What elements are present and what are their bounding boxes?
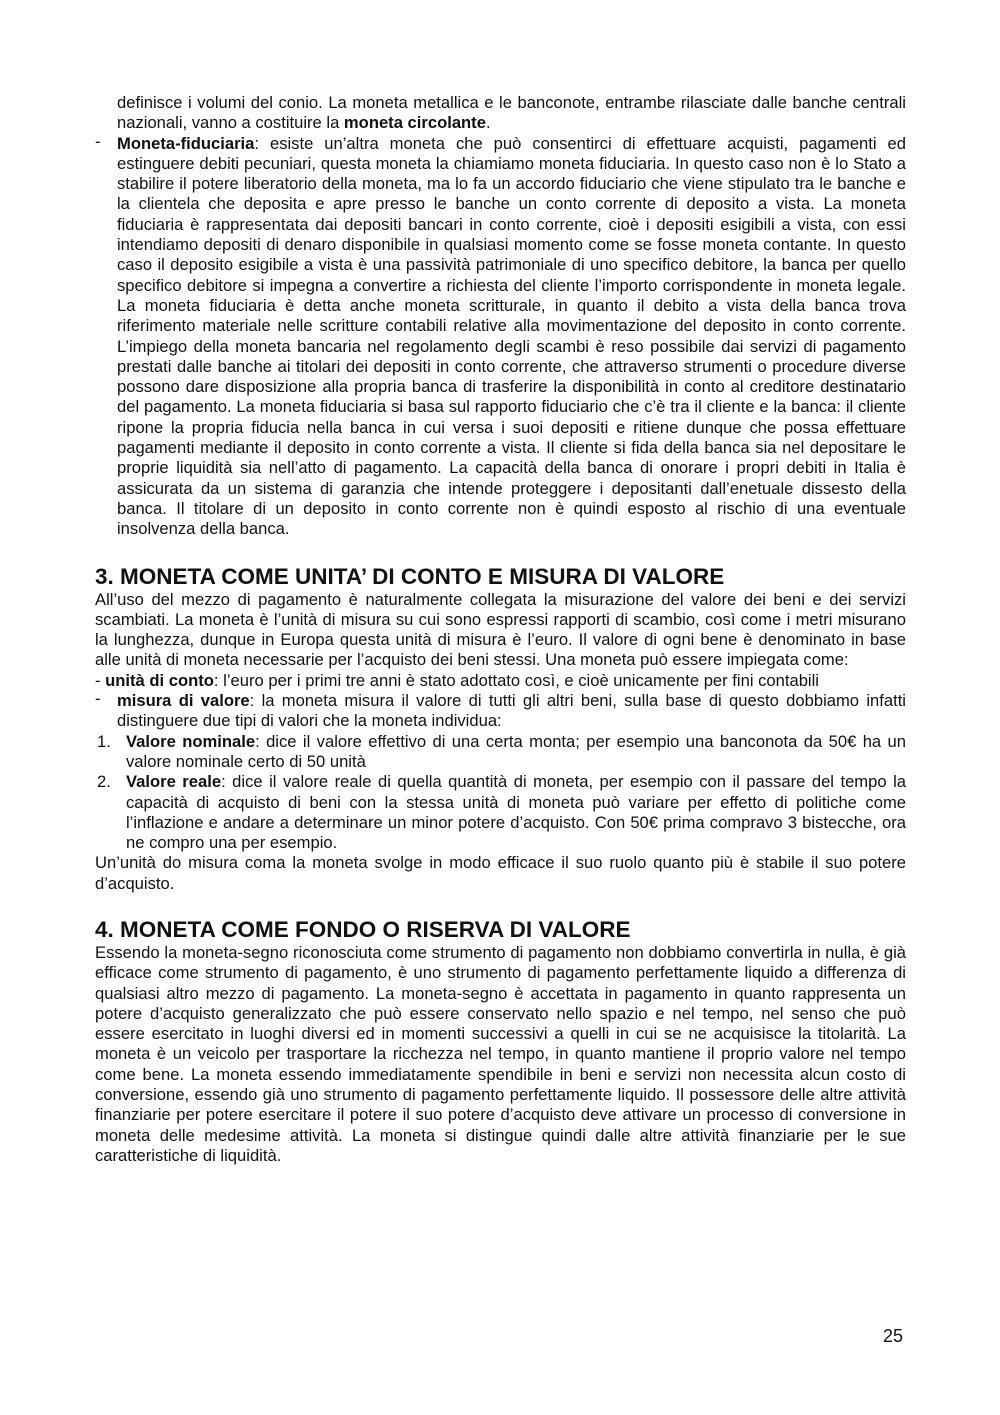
continuation-paragraph [117, 93, 906, 134]
unita-di-conto-text: : l’euro per i primi tre anni è stato adottato così, e cioè unicamente per fini contabili [213, 670, 819, 690]
dash-bullet: - [95, 131, 101, 151]
numbered-item-valore-reale [95, 772, 906, 853]
list-item-moneta-fiduciaria [95, 131, 906, 540]
section-3-closing: Un’unità do misura coma la moneta svolge in modo efficace il suo ruolo quanto più è stabile il suo potere d’acquisto. [95, 853, 906, 893]
page-content [95, 93, 906, 1166]
valore-nominale-term: Valore nominale [126, 731, 256, 751]
misura-di-valore-text: : la moneta misura il valore di tutti gli altri beni, sulla base di questo dobbiamo infatti distinguere due tipi di valori che la moneta individua: [117, 691, 906, 731]
section-3-heading: 3. MONETA COME UNITA’ DI CONTO E MISURA DI VALORE [95, 563, 725, 589]
page-number: 25 [883, 1326, 904, 1346]
moneta-circolante-term: moneta circolante [343, 113, 486, 133]
valore-reale-term: Valore reale [126, 772, 222, 792]
list-item-misura-di-valore [95, 691, 906, 732]
valore-nominale-text: : dice il valore effettivo di una certa monta; per esempio una banconota da 50€ ha un valore nominale certo di 50 unità [126, 731, 907, 771]
numbered-item-valore-nominale [95, 732, 906, 773]
continuation-end: . [485, 113, 491, 133]
list-item-unita-di-conto [95, 671, 906, 691]
dash-bullet: - [95, 670, 106, 690]
dash-bullet: - [95, 689, 101, 709]
unita-di-conto-term: unità di conto [105, 670, 214, 690]
section-4-heading: 4. MONETA COME FONDO O RISERVA DI VALORE [95, 916, 631, 942]
misura-di-valore-term: misura di valore [117, 691, 250, 711]
moneta-fiduciaria-term: Moneta-fiduciaria [117, 133, 255, 153]
continuation-text: definisce i volumi del conio. La moneta metallica e le banconote, entrambe rilasciate dalle banche centrali nazionali, vanno a costituire la [117, 93, 906, 133]
list-number: 2. [97, 772, 111, 792]
valore-reale-text: : dice il valore reale di quella quantità di moneta, per esempio con il passare del tempo la capacità di acquisto di beni con la stessa unità di moneta può variare per effetto di politiche come l’inflazione e andare a determinare un minor potere d’acquisto. Con 50€ prima compravo 3 bistecche, ora ne compro una per esempio. [126, 772, 906, 853]
section-4-paragraph: Essendo la moneta-segno riconosciuta come strumento di pagamento non dobbiamo convertirla in nulla, è già efficace come strumento di pagamento, è uno strumento di pagamento perfettamente liquido a differenza di qualsiasi altro mezzo di pagamento. La moneta-segno è accettata in pagamento in quanto rappresenta un potere d’acquisto generalizzato che può essere conservato nello spazio e nel tempo, nel senso che può essere esercitato in luoghi diversi ed in momenti successivi a quelli in cui se ne acquisisce la titolarità. La moneta è un veicolo per trasportare la ricchezza nel tempo, in quanto mantiene il proprio valore nel tempo come bene. La moneta essendo immediatamente spendibile in beni e servizi non necessita alcun costo di conversione, essendo già uno strumento di pagamento perfettamente liquido. Il possessore delle altre attività finanziarie per potere esercitare il potere il suo potere d’acquisto deve attivare un processo di conversione in moneta delle medesime attività. La moneta si distingue quindi dalle altre attività finanziarie per le sue caratteristiche di liquidità. [95, 942, 906, 1165]
moneta-fiduciaria-text: : esiste un’altra moneta che può consentirci di effettuare acquisti, pagamenti ed estinguere debiti pecuniari, questa moneta la chiamiamo moneta fiduciaria. In questo caso non è lo Stato a stabilire il potere liberatorio della moneta, ma lo fa un accordo fiduciario che viene stipulato tra le banche e la clientela che deposita e apre presso le banche un conto corrente di deposito a vista. La moneta fiduciaria è rappresentata dai depositi bancari in conto corrente, cioè i depositi esigibili a vista, con essi intendiamo depositi di denaro disponibile in qualsiasi momento come se fosse moneta contante. In questo caso il deposito esigibile a vista è una passività patrimoniale di uno specifico debitore, la banca per quello specifico debitore si impegna a convertire a richiesta del cliente l’importo corrispondente in moneta legale. La moneta fiduciaria è detta anche moneta scritturale, in quanto il debito a vista della banca trova riferimento materiale nelle scritture contabili relative alla movimentazione del deposito in conto corrente. L’impiego della moneta bancaria nel regolamento degli scambi è reso possibile dai servizi di pagamento prestati dalle banche ai titolari dei depositi in conto corrente, che attraverso strumenti o procedure diverse possono dare disposizione alla propria banca di trasferire la disponibilità in conto al creditore destinatario del pagamento. La moneta fiduciaria si basa sul rapporto fiduciario che c’è tra il cliente e la banca: il cliente ripone la propria fiducia nella banca in cui versa i suoi depositi e ritiene dunque che possa effettuare pagamenti mediante il deposito in conto corrente a vista. Il cliente si fida della banca sia nel depositare le proprie liquidità sia nell’atto di pagamento. La capacità della banca di onorare i propri debiti in Italia è assicurata da un sistema di garanzia che intende proteggere i depositanti dall’enetuale dissesto della banca. Il titolare di un deposito in conto corrente non è quindi esposto al rischio di una eventuale insolvenza della banca. [117, 133, 906, 539]
section-3-paragraph: All’uso del mezzo di pagamento è naturalmente collegata la misurazione del valore dei beni e dei servizi scambiati. La moneta è l’unità di misura su cui sono espressi rapporti di scambio, così come i metri misurano la lunghezza, dunque in Europa questa unità di misura è l’euro. Il valore di ogni bene è denominato in base alle unità di moneta necessarie per l’acquisto dei beni stessi. Una moneta può essere impiegata come: [95, 589, 906, 670]
list-number: 1. [97, 731, 111, 751]
